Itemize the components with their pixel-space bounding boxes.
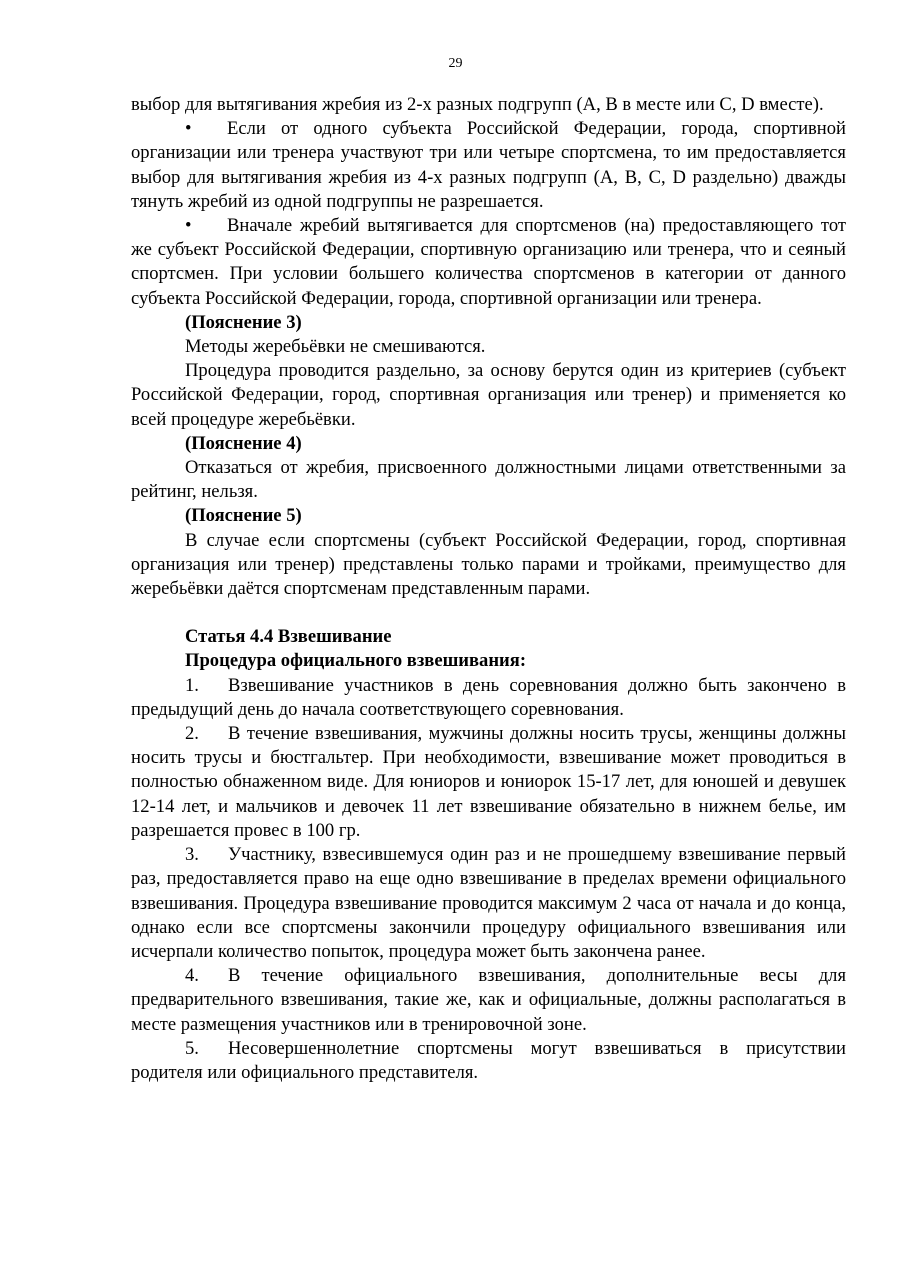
item-text: Взвешивание участников в день соревнования должно быть закончено в предыдущий день до начала соответствующего соревнования. [131,674,846,720]
paragraph-continued: выбор для вытягивания жребия из 2-х разных подгрупп (A, B в месте или C, D вместе). [131,94,824,115]
bullet-text: Если от одного субъекта Российской Федерации, города, спортивной организации или тренера участвуют три или четыре спортсмена, то им предоставляется выбор для вытягивания жребия из 4-х разных подгрупп (A, B, C, D раздельно) дважды тянуть жребий из одной подгруппы не разрешается. [131,118,846,212]
bullet-marker: • [185,215,192,237]
numbered-item-5 [131,1037,846,1085]
bullet-item-three-four-athletes [131,117,846,214]
note-3-paragraph-1: Методы жеребьёвки не смешиваются. [185,336,486,358]
article-heading: Статья 4.4 Взвешивание [185,626,392,648]
page-number: 29 [448,56,463,71]
item-text: Несовершеннолетние спортсмены могут взвешиваться в присутствии родителя или официального представителя. [131,1037,846,1083]
note-3-paragraph-2: Процедура проводится раздельно, за основу берутся один из критериев (субъект Российской Федерации, город, спортивная организация или тренер) и применяется ко всей процедуре жеребьёвки. [131,360,846,430]
note-4-paragraph: Отказаться от жребия, присвоенного должностными лицами ответственными за рейтинг, нельзя. [131,457,846,503]
bullet-item-seeded-athlete [131,214,846,311]
item-number: 1. [185,674,199,696]
bullet-text: Вначале жребий вытягивается для спортсменов (на) предоставляющего тот же субъект Российской Федерации, спортивную организацию или тренера, что и сеяный спортсмен. При условии большего количества спортсменов в категории от данного субъекта Российской Федерации, города, спортивной организации или тренера. [131,215,846,309]
note-5-heading: (Пояснение 5) [185,505,302,527]
item-number: 5. [185,1037,199,1059]
bullet-marker: • [185,118,192,140]
page-body [131,93,846,1085]
procedure-heading: Процедура официального взвешивания: [185,650,527,672]
item-number: 4. [185,965,199,987]
numbered-item-3 [131,843,846,964]
item-text: В течение официального взвешивания, дополнительные весы для предварительного взвешивания, такие же, как и официальные, должны располагаться в месте размещения участников или в тренировочной зоне. [131,965,846,1035]
numbered-item-2 [131,722,846,843]
note-5-paragraph: В случае если спортсмены (субъект Российской Федерации, город, спортивная организация или тренер) представлены только парами и тройками, преимущество для жеребьёвки даётся спортсменам представленным парами. [131,529,846,600]
numbered-item-1 [131,674,846,722]
note-4-heading: (Пояснение 4) [185,432,302,454]
section-spacer [131,601,846,625]
item-number: 3. [185,844,199,866]
numbered-item-4 [131,964,846,1037]
note-3-heading: (Пояснение 3) [185,311,302,333]
item-number: 2. [185,723,199,745]
item-text: Участнику, взвесившемуся один раз и не прошедшему взвешивание первый раз, предоставляется право на еще одно взвешивание в пределах времени официального взвешивания. Процедура взвешивание проводится максимум 2 часа от начала и до конца, однако если все спортсмены закончили процедуру официального взвешивания или исчерпали количество попыток, процедура может быть закончена ранее. [131,844,846,962]
item-text: В течение взвешивания, мужчины должны носить трусы, женщины должны носить трусы и бюстгальтер. При необходимости, взвешивание может проводиться в полностью обнаженном виде. Для юниоров и юниорок 15-17 лет, для юношей и девушек 12-14 лет, и мальчиков и девочек 11 лет взвешивание обязательно в нижнем белье, им разрешается провес в 100 гр. [131,723,846,841]
